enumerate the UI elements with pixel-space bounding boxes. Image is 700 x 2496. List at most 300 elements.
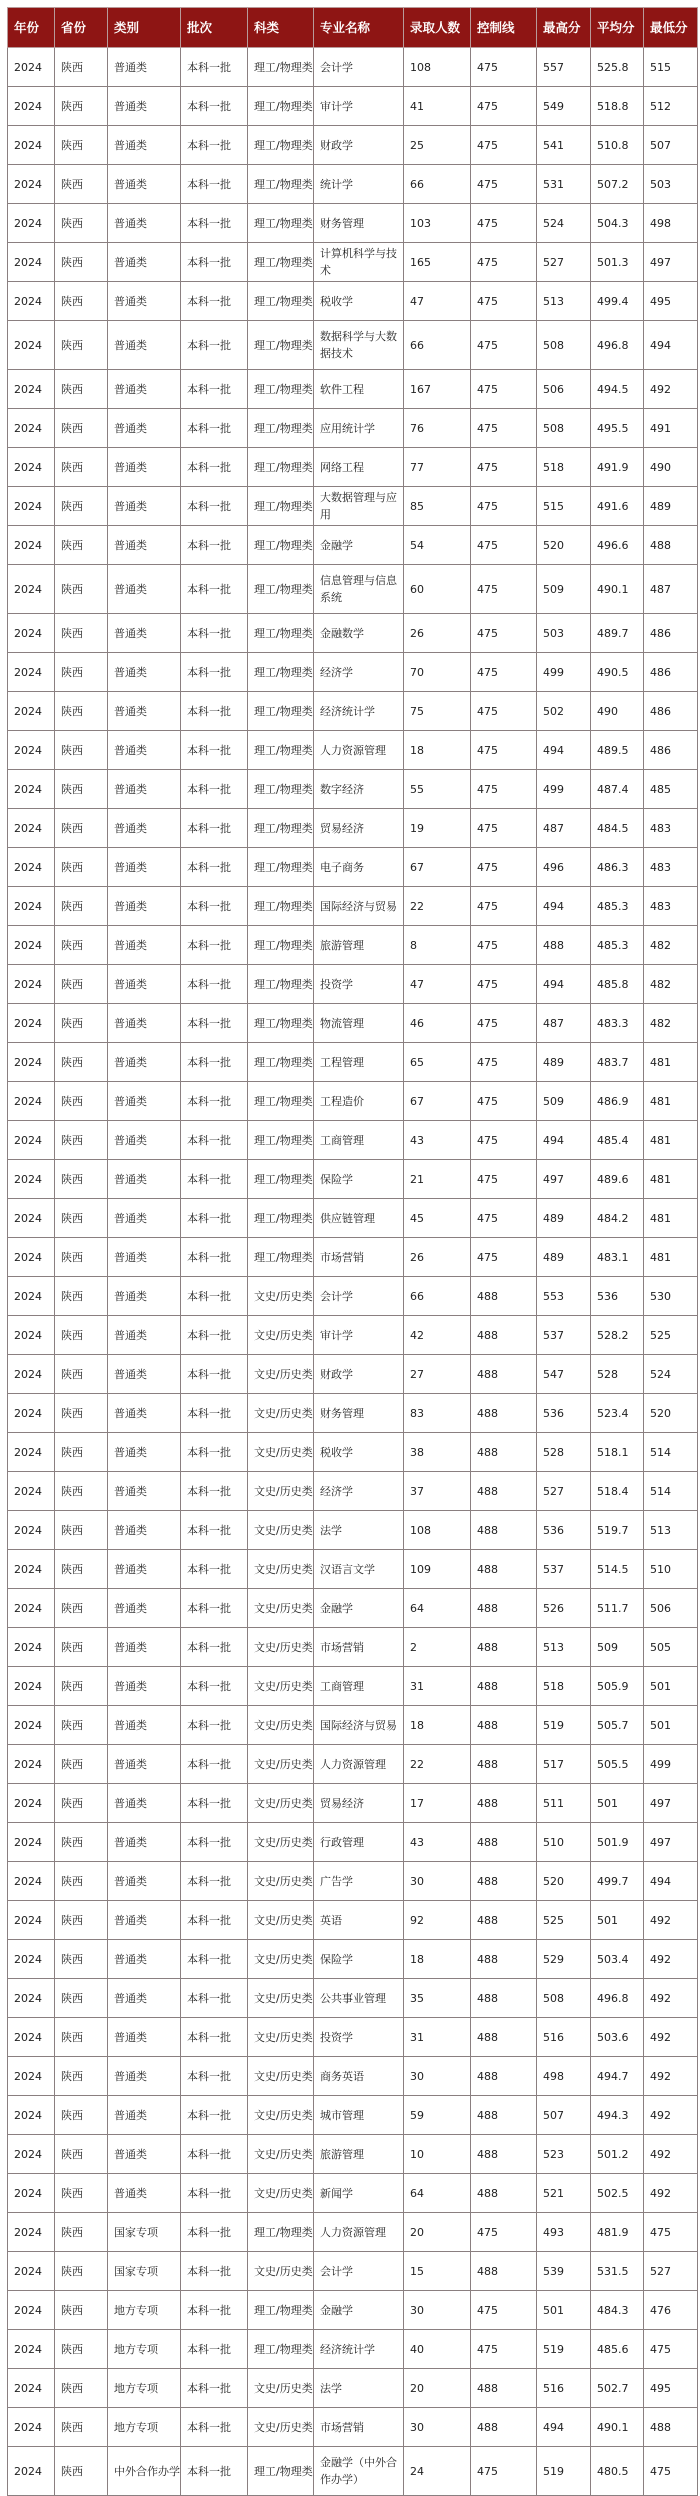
cell-major-name: 计算机科学与技术 (314, 243, 404, 282)
cell-year: 2024 (8, 487, 55, 526)
cell-max-score: 518 (537, 1667, 591, 1706)
cell-control-line: 475 (471, 204, 537, 243)
cell-category: 普通类 (108, 2096, 181, 2135)
cell-province: 陕西 (55, 1082, 108, 1121)
cell-control-line: 488 (471, 2096, 537, 2135)
cell-major-name: 英语 (314, 1901, 404, 1940)
cell-subject-type: 理工/物理类 (248, 526, 314, 565)
cell-major-name: 经济统计学 (314, 692, 404, 731)
cell-min-score: 505 (644, 1628, 698, 1667)
cell-batch: 本科一批 (181, 2135, 248, 2174)
cell-admitted-count: 60 (404, 565, 471, 614)
table-header-row (8, 8, 698, 48)
cell-subject-type: 文史/历史类 (248, 1745, 314, 1784)
cell-subject-type: 文史/历史类 (248, 1394, 314, 1433)
cell-admitted-count: 83 (404, 1394, 471, 1433)
cell-subject-type: 理工/物理类 (248, 770, 314, 809)
cell-year: 2024 (8, 370, 55, 409)
cell-category: 普通类 (108, 1043, 181, 1082)
cell-year: 2024 (8, 2291, 55, 2330)
cell-batch: 本科一批 (181, 692, 248, 731)
cell-subject-type: 理工/物理类 (248, 409, 314, 448)
cell-year: 2024 (8, 1667, 55, 1706)
cell-min-score: 492 (644, 370, 698, 409)
cell-control-line: 488 (471, 1667, 537, 1706)
cell-control-line: 488 (471, 2018, 537, 2057)
table-row (8, 165, 698, 204)
table-row (8, 2174, 698, 2213)
cell-admitted-count: 10 (404, 2135, 471, 2174)
table-row (8, 321, 698, 370)
cell-province: 陕西 (55, 2330, 108, 2369)
cell-year: 2024 (8, 1628, 55, 1667)
cell-avg-score: 528.2 (591, 1316, 644, 1355)
table-row (8, 1979, 698, 2018)
cell-category: 普通类 (108, 2174, 181, 2213)
cell-batch: 本科一批 (181, 448, 248, 487)
cell-max-score: 508 (537, 1979, 591, 2018)
cell-control-line: 488 (471, 1433, 537, 1472)
cell-min-score: 486 (644, 614, 698, 653)
cell-control-line: 475 (471, 243, 537, 282)
cell-year: 2024 (8, 2174, 55, 2213)
cell-province: 陕西 (55, 204, 108, 243)
cell-admitted-count: 109 (404, 1550, 471, 1589)
cell-subject-type: 文史/历史类 (248, 2057, 314, 2096)
cell-province: 陕西 (55, 692, 108, 731)
cell-year: 2024 (8, 1277, 55, 1316)
cell-control-line: 475 (471, 526, 537, 565)
cell-control-line: 488 (471, 1940, 537, 1979)
cell-avg-score: 494.5 (591, 370, 644, 409)
cell-major-name: 人力资源管理 (314, 2213, 404, 2252)
cell-major-name: 软件工程 (314, 370, 404, 409)
cell-avg-score: 518.4 (591, 1472, 644, 1511)
cell-province: 陕西 (55, 448, 108, 487)
cell-avg-score: 495.5 (591, 409, 644, 448)
cell-major-name: 投资学 (314, 2018, 404, 2057)
cell-control-line: 475 (471, 87, 537, 126)
table-row (8, 1589, 698, 1628)
table-row (8, 126, 698, 165)
cell-min-score: 507 (644, 126, 698, 165)
cell-province: 陕西 (55, 965, 108, 1004)
cell-max-score: 488 (537, 926, 591, 965)
cell-min-score: 483 (644, 887, 698, 926)
cell-admitted-count: 108 (404, 48, 471, 87)
cell-control-line: 475 (471, 2291, 537, 2330)
cell-batch: 本科一批 (181, 1940, 248, 1979)
cell-category: 普通类 (108, 1355, 181, 1394)
cell-subject-type: 理工/物理类 (248, 692, 314, 731)
cell-min-score: 475 (644, 2447, 698, 2496)
cell-control-line: 475 (471, 692, 537, 731)
cell-major-name: 财政学 (314, 1355, 404, 1394)
cell-min-score: 492 (644, 2135, 698, 2174)
cell-category: 普通类 (108, 321, 181, 370)
cell-category: 普通类 (108, 2018, 181, 2057)
table-row (8, 1043, 698, 1082)
table-row (8, 770, 698, 809)
cell-category: 普通类 (108, 487, 181, 526)
cell-batch: 本科一批 (181, 48, 248, 87)
cell-batch: 本科一批 (181, 1511, 248, 1550)
cell-major-name: 工商管理 (314, 1121, 404, 1160)
cell-subject-type: 文史/历史类 (248, 1979, 314, 2018)
cell-year: 2024 (8, 965, 55, 1004)
cell-subject-type: 文史/历史类 (248, 1355, 314, 1394)
cell-avg-score: 519.7 (591, 1511, 644, 1550)
cell-major-name: 大数据管理与应用 (314, 487, 404, 526)
cell-avg-score: 518.8 (591, 87, 644, 126)
cell-control-line: 475 (471, 126, 537, 165)
cell-avg-score: 483.7 (591, 1043, 644, 1082)
table-row (8, 1550, 698, 1589)
cell-min-score: 514 (644, 1433, 698, 1472)
cell-max-score: 498 (537, 2057, 591, 2096)
cell-major-name: 金融学 (314, 1589, 404, 1628)
cell-province: 陕西 (55, 2369, 108, 2408)
cell-category: 普通类 (108, 448, 181, 487)
cell-major-name: 贸易经济 (314, 809, 404, 848)
cell-category: 国家专项 (108, 2213, 181, 2252)
cell-batch: 本科一批 (181, 1160, 248, 1199)
cell-max-score: 528 (537, 1433, 591, 1472)
cell-major-name: 金融学 (314, 2291, 404, 2330)
cell-subject-type: 理工/物理类 (248, 87, 314, 126)
table-row (8, 1706, 698, 1745)
cell-category: 普通类 (108, 926, 181, 965)
cell-avg-score: 485.4 (591, 1121, 644, 1160)
cell-subject-type: 理工/物理类 (248, 48, 314, 87)
cell-control-line: 488 (471, 2252, 537, 2291)
cell-category: 普通类 (108, 1550, 181, 1589)
table-row (8, 614, 698, 653)
cell-control-line: 488 (471, 1979, 537, 2018)
cell-major-name: 公共事业管理 (314, 1979, 404, 2018)
cell-major-name: 法学 (314, 2369, 404, 2408)
cell-admitted-count: 22 (404, 1745, 471, 1784)
table-row (8, 1238, 698, 1277)
cell-control-line: 475 (471, 565, 537, 614)
cell-admitted-count: 17 (404, 1784, 471, 1823)
table-row (8, 2057, 698, 2096)
table-row (8, 2369, 698, 2408)
cell-admitted-count: 45 (404, 1199, 471, 1238)
cell-province: 陕西 (55, 2018, 108, 2057)
cell-major-name: 广告学 (314, 1862, 404, 1901)
cell-batch: 本科一批 (181, 1472, 248, 1511)
cell-control-line: 488 (471, 1316, 537, 1355)
cell-major-name: 网络工程 (314, 448, 404, 487)
cell-avg-score: 501 (591, 1784, 644, 1823)
cell-max-score: 527 (537, 243, 591, 282)
cell-major-name: 法学 (314, 1511, 404, 1550)
cell-province: 陕西 (55, 926, 108, 965)
cell-subject-type: 理工/物理类 (248, 731, 314, 770)
cell-max-score: 499 (537, 653, 591, 692)
cell-batch: 本科一批 (181, 1316, 248, 1355)
cell-category: 普通类 (108, 2057, 181, 2096)
cell-category: 地方专项 (108, 2369, 181, 2408)
cell-admitted-count: 77 (404, 448, 471, 487)
cell-province: 陕西 (55, 1160, 108, 1199)
cell-batch: 本科一批 (181, 1862, 248, 1901)
cell-category: 普通类 (108, 1004, 181, 1043)
table-row (8, 965, 698, 1004)
cell-batch: 本科一批 (181, 1394, 248, 1433)
cell-min-score: 503 (644, 165, 698, 204)
cell-year: 2024 (8, 1784, 55, 1823)
cell-category: 普通类 (108, 48, 181, 87)
cell-control-line: 488 (471, 1823, 537, 1862)
cell-control-line: 475 (471, 448, 537, 487)
cell-province: 陕西 (55, 887, 108, 926)
cell-admitted-count: 31 (404, 2018, 471, 2057)
column-header-category: 类别 (108, 8, 181, 48)
cell-year: 2024 (8, 204, 55, 243)
cell-province: 陕西 (55, 1589, 108, 1628)
cell-admitted-count: 103 (404, 204, 471, 243)
cell-max-score: 527 (537, 1472, 591, 1511)
cell-batch: 本科一批 (181, 2408, 248, 2447)
cell-min-score: 499 (644, 1745, 698, 1784)
cell-control-line: 475 (471, 1238, 537, 1277)
cell-year: 2024 (8, 2408, 55, 2447)
cell-major-name: 国际经济与贸易 (314, 887, 404, 926)
cell-category: 普通类 (108, 1160, 181, 1199)
cell-major-name: 审计学 (314, 1316, 404, 1355)
cell-province: 陕西 (55, 1394, 108, 1433)
cell-control-line: 488 (471, 1394, 537, 1433)
cell-batch: 本科一批 (181, 282, 248, 321)
cell-batch: 本科一批 (181, 2369, 248, 2408)
cell-subject-type: 文史/历史类 (248, 2369, 314, 2408)
cell-max-score: 518 (537, 448, 591, 487)
cell-min-score: 524 (644, 1355, 698, 1394)
cell-min-score: 485 (644, 770, 698, 809)
table-row (8, 1316, 698, 1355)
cell-admitted-count: 18 (404, 1706, 471, 1745)
cell-category: 普通类 (108, 1082, 181, 1121)
table-row (8, 731, 698, 770)
table-row (8, 1433, 698, 1472)
cell-province: 陕西 (55, 1043, 108, 1082)
cell-year: 2024 (8, 1823, 55, 1862)
table-row (8, 2447, 698, 2496)
cell-category: 普通类 (108, 565, 181, 614)
cell-subject-type: 文史/历史类 (248, 2174, 314, 2213)
cell-admitted-count: 43 (404, 1121, 471, 1160)
cell-province: 陕西 (55, 2096, 108, 2135)
cell-major-name: 行政管理 (314, 1823, 404, 1862)
cell-province: 陕西 (55, 1745, 108, 1784)
cell-control-line: 488 (471, 1511, 537, 1550)
table-row (8, 2291, 698, 2330)
cell-min-score: 510 (644, 1550, 698, 1589)
cell-province: 陕西 (55, 48, 108, 87)
table-row (8, 1160, 698, 1199)
cell-avg-score: 489.5 (591, 731, 644, 770)
table-row (8, 409, 698, 448)
cell-category: 普通类 (108, 692, 181, 731)
cell-admitted-count: 64 (404, 2174, 471, 2213)
cell-subject-type: 文史/历史类 (248, 1823, 314, 1862)
cell-major-name: 财务管理 (314, 1394, 404, 1433)
cell-batch: 本科一批 (181, 1355, 248, 1394)
cell-control-line: 475 (471, 409, 537, 448)
cell-control-line: 488 (471, 2174, 537, 2213)
cell-admitted-count: 18 (404, 1940, 471, 1979)
cell-min-score: 514 (644, 1472, 698, 1511)
cell-control-line: 488 (471, 1589, 537, 1628)
cell-max-score: 553 (537, 1277, 591, 1316)
cell-admitted-count: 108 (404, 1511, 471, 1550)
cell-batch: 本科一批 (181, 887, 248, 926)
table-row (8, 2096, 698, 2135)
cell-subject-type: 理工/物理类 (248, 887, 314, 926)
cell-major-name: 统计学 (314, 165, 404, 204)
cell-category: 国家专项 (108, 2252, 181, 2291)
cell-avg-score: 502.7 (591, 2369, 644, 2408)
cell-max-score: 494 (537, 731, 591, 770)
cell-batch: 本科一批 (181, 321, 248, 370)
table-row (8, 1199, 698, 1238)
cell-control-line: 475 (471, 965, 537, 1004)
cell-province: 陕西 (55, 243, 108, 282)
cell-province: 陕西 (55, 1316, 108, 1355)
cell-province: 陕西 (55, 2057, 108, 2096)
cell-batch: 本科一批 (181, 126, 248, 165)
cell-admitted-count: 67 (404, 1082, 471, 1121)
cell-admitted-count: 70 (404, 653, 471, 692)
cell-min-score: 492 (644, 2057, 698, 2096)
table-row (8, 1940, 698, 1979)
cell-province: 陕西 (55, 770, 108, 809)
cell-min-score: 494 (644, 321, 698, 370)
cell-max-score: 547 (537, 1355, 591, 1394)
cell-province: 陕西 (55, 1433, 108, 1472)
cell-subject-type: 文史/历史类 (248, 2135, 314, 2174)
cell-avg-score: 494.7 (591, 2057, 644, 2096)
cell-batch: 本科一批 (181, 87, 248, 126)
cell-year: 2024 (8, 87, 55, 126)
cell-avg-score: 501.9 (591, 1823, 644, 1862)
cell-province: 陕西 (55, 1004, 108, 1043)
cell-min-score: 530 (644, 1277, 698, 1316)
cell-category: 普通类 (108, 731, 181, 770)
cell-avg-score: 505.9 (591, 1667, 644, 1706)
cell-admitted-count: 66 (404, 165, 471, 204)
cell-subject-type: 理工/物理类 (248, 2447, 314, 2496)
cell-batch: 本科一批 (181, 848, 248, 887)
cell-year: 2024 (8, 2057, 55, 2096)
cell-major-name: 经济学 (314, 1472, 404, 1511)
cell-max-score: 508 (537, 321, 591, 370)
column-header-major-name: 专业名称 (314, 8, 404, 48)
cell-avg-score: 505.5 (591, 1745, 644, 1784)
cell-max-score: 537 (537, 1550, 591, 1589)
cell-max-score: 508 (537, 409, 591, 448)
cell-category: 普通类 (108, 1316, 181, 1355)
cell-province: 陕西 (55, 1472, 108, 1511)
cell-province: 陕西 (55, 1199, 108, 1238)
cell-province: 陕西 (55, 87, 108, 126)
cell-admitted-count: 26 (404, 614, 471, 653)
cell-batch: 本科一批 (181, 1979, 248, 2018)
cell-avg-score: 518.1 (591, 1433, 644, 1472)
cell-category: 普通类 (108, 1706, 181, 1745)
cell-major-name: 汉语言文学 (314, 1550, 404, 1589)
cell-year: 2024 (8, 809, 55, 848)
cell-max-score: 526 (537, 1589, 591, 1628)
cell-control-line: 488 (471, 1550, 537, 1589)
cell-subject-type: 文史/历史类 (248, 2096, 314, 2135)
cell-province: 陕西 (55, 1355, 108, 1394)
cell-avg-score: 501 (591, 1901, 644, 1940)
cell-year: 2024 (8, 614, 55, 653)
cell-max-score: 507 (537, 2096, 591, 2135)
cell-max-score: 493 (537, 2213, 591, 2252)
table-row (8, 87, 698, 126)
cell-year: 2024 (8, 2135, 55, 2174)
cell-year: 2024 (8, 1589, 55, 1628)
cell-avg-score: 536 (591, 1277, 644, 1316)
cell-subject-type: 理工/物理类 (248, 321, 314, 370)
cell-avg-score: 485.3 (591, 926, 644, 965)
cell-avg-score: 486.3 (591, 848, 644, 887)
cell-admitted-count: 38 (404, 1433, 471, 1472)
cell-control-line: 488 (471, 2408, 537, 2447)
table-row (8, 653, 698, 692)
cell-max-score: 515 (537, 487, 591, 526)
cell-batch: 本科一批 (181, 2096, 248, 2135)
cell-control-line: 475 (471, 731, 537, 770)
cell-admitted-count: 19 (404, 809, 471, 848)
cell-admitted-count: 59 (404, 2096, 471, 2135)
cell-max-score: 536 (537, 1394, 591, 1433)
cell-year: 2024 (8, 565, 55, 614)
table-row (8, 1355, 698, 1394)
cell-batch: 本科一批 (181, 2213, 248, 2252)
cell-category: 普通类 (108, 2135, 181, 2174)
cell-batch: 本科一批 (181, 1043, 248, 1082)
cell-batch: 本科一批 (181, 1901, 248, 1940)
cell-category: 地方专项 (108, 2408, 181, 2447)
cell-category: 普通类 (108, 1940, 181, 1979)
cell-avg-score: 501.2 (591, 2135, 644, 2174)
cell-province: 陕西 (55, 1277, 108, 1316)
cell-admitted-count: 66 (404, 1277, 471, 1316)
cell-control-line: 475 (471, 770, 537, 809)
cell-category: 普通类 (108, 1433, 181, 1472)
cell-min-score: 491 (644, 409, 698, 448)
cell-min-score: 512 (644, 87, 698, 126)
cell-max-score: 536 (537, 1511, 591, 1550)
cell-province: 陕西 (55, 1901, 108, 1940)
admission-scores-table (7, 7, 698, 2496)
cell-admitted-count: 30 (404, 1862, 471, 1901)
cell-control-line: 475 (471, 1082, 537, 1121)
cell-year: 2024 (8, 770, 55, 809)
cell-province: 陕西 (55, 653, 108, 692)
cell-major-name: 人力资源管理 (314, 1745, 404, 1784)
table-row (8, 809, 698, 848)
cell-batch: 本科一批 (181, 2291, 248, 2330)
cell-major-name: 金融数学 (314, 614, 404, 653)
table-row (8, 1121, 698, 1160)
cell-province: 陕西 (55, 2252, 108, 2291)
